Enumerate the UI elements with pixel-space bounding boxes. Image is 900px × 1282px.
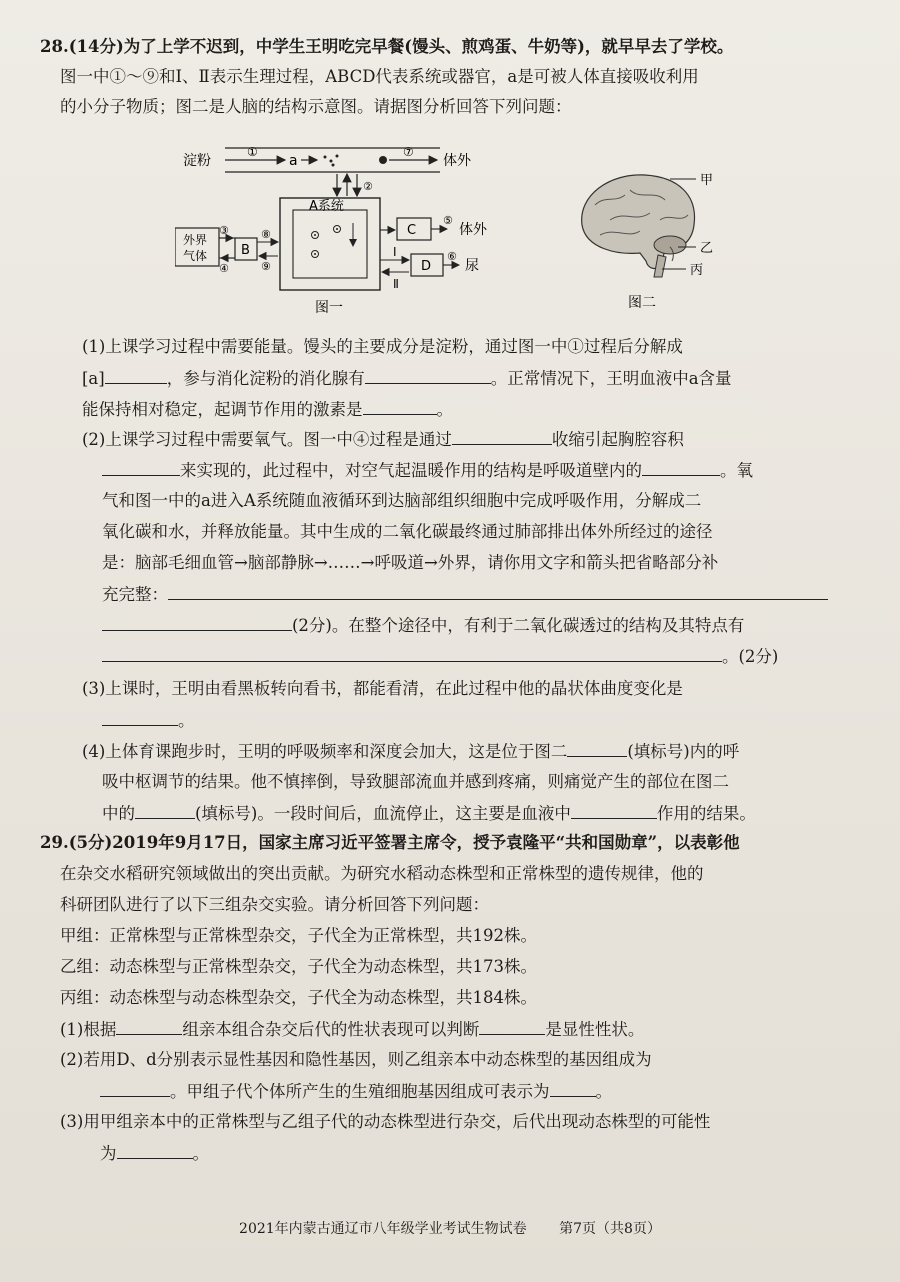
answer-blank-muscle[interactable]: [452, 428, 552, 445]
label-yi: 乙: [700, 241, 714, 256]
process-5-label: ⑤: [443, 214, 453, 227]
q29-q2-line-2: 。甲组子代个体所产生的生殖细胞基因组成可表示为 。: [100, 1080, 870, 1103]
q28-p2-line-6: 充完整：: [102, 583, 870, 606]
answer-blank-blood[interactable]: [571, 802, 657, 819]
q28-p2-line-7: (2分)。在整个途径中，有利于二氧化碳透过的结构及其特点有: [102, 614, 870, 637]
page-number: 第7页（共8页）: [559, 1221, 661, 1237]
q28-p4-line-1: (4)上体育课跑步时，王明的呼吸频率和深度会加大，这是位于图二 (填标号)内的呼: [82, 742, 740, 761]
q28-p1-line-3: 能保持相对稳定，起调节作用的激素是 。: [82, 400, 453, 419]
q28-p2-line-8: 。(2分): [102, 645, 870, 668]
urine-label: 尿: [465, 258, 479, 274]
q28-p1-line-2: [a] ，参与消化淀粉的消化腺有 。正常情况下，王明血液中a含量: [82, 369, 732, 388]
q29-group-jia: 甲组：正常株型与正常株型杂交，子代全为正常株型，共192株。: [60, 926, 537, 945]
exam-title: 2021年内蒙古通辽市八年级学业考试生物试卷: [239, 1221, 527, 1237]
label-bing: 丙: [690, 263, 704, 278]
roman-2-label: Ⅱ: [393, 277, 399, 291]
q28-p4-line-3: 中的 (填标号)。一段时间后，血流停止，这主要是血液中 作用的结果。: [102, 804, 756, 823]
outside-air-label-1: 外界: [183, 233, 208, 247]
answer-blank-group[interactable]: [116, 1018, 182, 1035]
q28-p2-line-5: 是：脑部毛细血管→脑部静脉→……→呼吸道→外界，请你用文字和箭头把省略部分补: [102, 553, 719, 572]
q28-p2-line-4: 氧化碳和水，并释放能量。其中生成的二氧化碳最终通过肺部排出体外所经过的途径: [102, 522, 713, 541]
q29-q2-line-1: (2)若用D、d分别表示显性基因和隐性基因，则乙组亲本中动态株型的基因组成为: [60, 1050, 652, 1069]
q28-p2-line-2: 来实现的，此过程中，对空气起温暖作用的结构是呼吸道壁内的 。氧: [102, 459, 870, 482]
answer-blank-volume[interactable]: [102, 459, 180, 476]
process-3-label: ③: [219, 224, 229, 237]
q29-q3-line-1: (3)用甲组亲本中的正常株型与乙组子代的动态株型进行杂交，后代出现动态株型的可能性: [60, 1112, 711, 1131]
q28-intro-line-3: 的小分子物质；图二是人脑的结构示意图。请据图分析回答下列问题：: [60, 97, 572, 116]
figure-2-brain: [570, 165, 730, 315]
answer-blank-glands[interactable]: [365, 367, 491, 384]
process-4-label: ④: [219, 262, 229, 275]
system-a-label: A系统: [309, 199, 344, 214]
q28-p3-line-1: (3)上课时，王明由看黑板转向看书，都能看清，在此过程中他的晶状体曲度变化是: [82, 679, 683, 698]
figure-1-diagram: [175, 138, 530, 318]
box-c-label: C: [407, 223, 417, 238]
q29-intro-line-2: 在杂交水稻研究领域做出的突出贡献。为研究水稻动态株型和正常株型的遗传规律，他的: [60, 864, 704, 883]
answer-blank-pain[interactable]: [135, 802, 195, 819]
box-b-label: B: [241, 243, 250, 258]
q28-p4-line-2: 吸中枢调节的结果。他不慎摔倒，导致腿部流血并感到疼痛，则痛觉产生的部位在图二: [102, 772, 729, 791]
q29-q1: (1)根据 组亲本组合杂交后代的性状表现可以判断 是显性性状。: [60, 1020, 645, 1039]
figure-2-caption: 图二: [628, 295, 656, 311]
answer-blank-center[interactable]: [567, 740, 627, 757]
outside-body-1: 体外: [443, 153, 471, 169]
q29-intro-line-3: 科研团队进行了以下三组杂交实验。请分析回答下列问题：: [60, 895, 489, 914]
process-8-label: ⑧: [261, 228, 271, 241]
q28-intro-line-1: 28.(14分)为了上学不迟到，中学生王明吃完早餐(馒头、煎鸡蛋、牛奶等)，就早早去了学校。: [40, 37, 734, 56]
q29-q3-line-2: 为 。: [100, 1144, 209, 1163]
q28-p1-line-1: (1)上课学习过程中需要能量。馒头的主要成分是淀粉，通过图一中①过程后分解成: [82, 337, 683, 356]
answer-blank-structure[interactable]: [102, 645, 722, 662]
q28-intro-line-2: 图一中①～⑨和Ⅰ、Ⅱ表示生理过程，ABCD代表系统或器官，a是可被人体直接吸收利用: [60, 67, 699, 86]
page-footer: [0, 1218, 900, 1238]
answer-blank-dominant[interactable]: [479, 1018, 545, 1035]
q28-p2-line-3: 气和图一中的a进入A系统随血液循环到达脑部组织细胞中完成呼吸作用，分解成二: [102, 491, 702, 510]
q28-p2-line-1: (2)上课学习过程中需要氧气。图一中④过程是通过 收缩引起胸腔容积: [82, 430, 684, 449]
process-7-label: ⑦: [403, 145, 414, 159]
answer-blank-lens[interactable]: [102, 709, 178, 726]
process-1-label: ①: [247, 145, 258, 159]
a-label: a: [289, 153, 298, 169]
q29-group-yi: 乙组：动态株型与正常株型杂交，子代全为动态株型，共173株。: [60, 957, 537, 976]
answer-blank-hormone[interactable]: [363, 398, 437, 415]
answer-blank-path-2[interactable]: [102, 614, 292, 631]
outside-body-2: 体外: [459, 222, 487, 238]
process-6-label: ⑥: [447, 250, 457, 263]
answer-blank-gamete[interactable]: [550, 1080, 596, 1097]
answer-blank-path-1[interactable]: [168, 583, 828, 600]
figure-1-caption: 图一: [315, 300, 343, 316]
label-jia: 甲: [700, 173, 714, 188]
answer-blank-probability[interactable]: [117, 1142, 193, 1159]
answer-blank-a[interactable]: [105, 367, 167, 384]
process-2-label: ②: [363, 180, 373, 193]
roman-1-label: Ⅰ: [393, 245, 397, 259]
answer-blank-warm[interactable]: [642, 459, 720, 476]
starch-label: 淀粉: [183, 153, 211, 169]
q28-p3-line-2: 。: [102, 709, 870, 732]
process-9-label: ⑨: [261, 260, 271, 273]
q29-intro-line-1: 29.(5分)2019年9月17日，国家主席习近平签署主席令，授予袁隆平“共和国勋章”，以表彰他: [40, 833, 740, 852]
q29-group-bing: 丙组：动态株型与动态株型杂交，子代全为动态株型，共184株。: [60, 988, 537, 1007]
outside-air-label-2: 气体: [183, 249, 208, 263]
box-d-label: D: [421, 259, 432, 274]
answer-blank-genotype[interactable]: [100, 1080, 170, 1097]
